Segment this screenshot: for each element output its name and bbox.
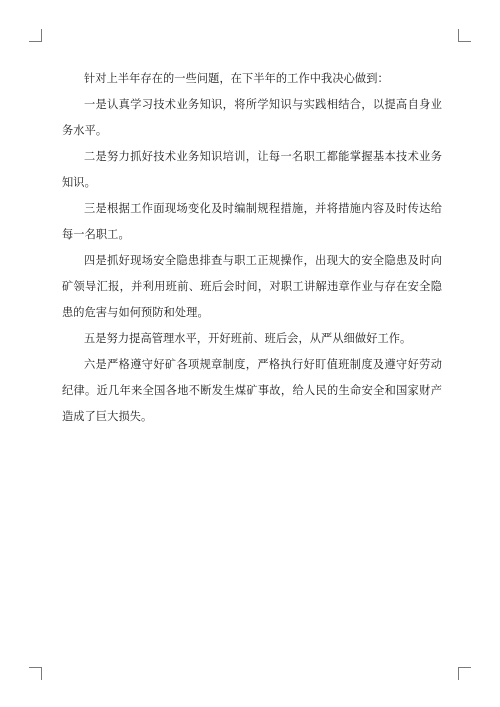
paragraph-item-1: 一是认真学习技术业务知识，将所学知识与实践相结合，以提高自身业务水平。 xyxy=(62,98,442,137)
paragraph-intro: 针对上半年存在的一些问题，在下半年的工作中我决心做到： xyxy=(84,72,389,85)
paragraph-item-3: 三是根据工作面现场变化及时编制规程措施，并将措施内容及时传达给每一名职工。 xyxy=(62,202,442,241)
document-body xyxy=(62,66,442,430)
paragraph-item-2: 二是努力抓好技术业务知识培训，让每一名职工都能掌握基本技术业务知识。 xyxy=(62,150,442,189)
crop-mark-top-right xyxy=(458,29,471,42)
paragraph-item-6: 六是严格遵守好矿各项规章制度，严格执行好盯值班制度及遵守好劳动纪律。近几年来全国各地不断发生煤矿事故，给人民的生命安全和国家财产造成了巨大损失。 xyxy=(62,358,442,423)
crop-mark-top-left xyxy=(29,29,42,42)
paragraph-item-5: 五是努力提高管理水平，开好班前、班后会，从严从细做好工作。 xyxy=(84,332,412,345)
crop-mark-bottom-left xyxy=(29,667,42,680)
crop-mark-bottom-right xyxy=(458,667,471,680)
paragraph-item-4: 四是抓好现场安全隐患排查与职工正规操作，出现大的安全隐患及时向矿领导汇报，并利用班前、班后会时间，对职工讲解违章作业与存在安全隐患的危害与如何预防和处理。 xyxy=(62,254,442,319)
